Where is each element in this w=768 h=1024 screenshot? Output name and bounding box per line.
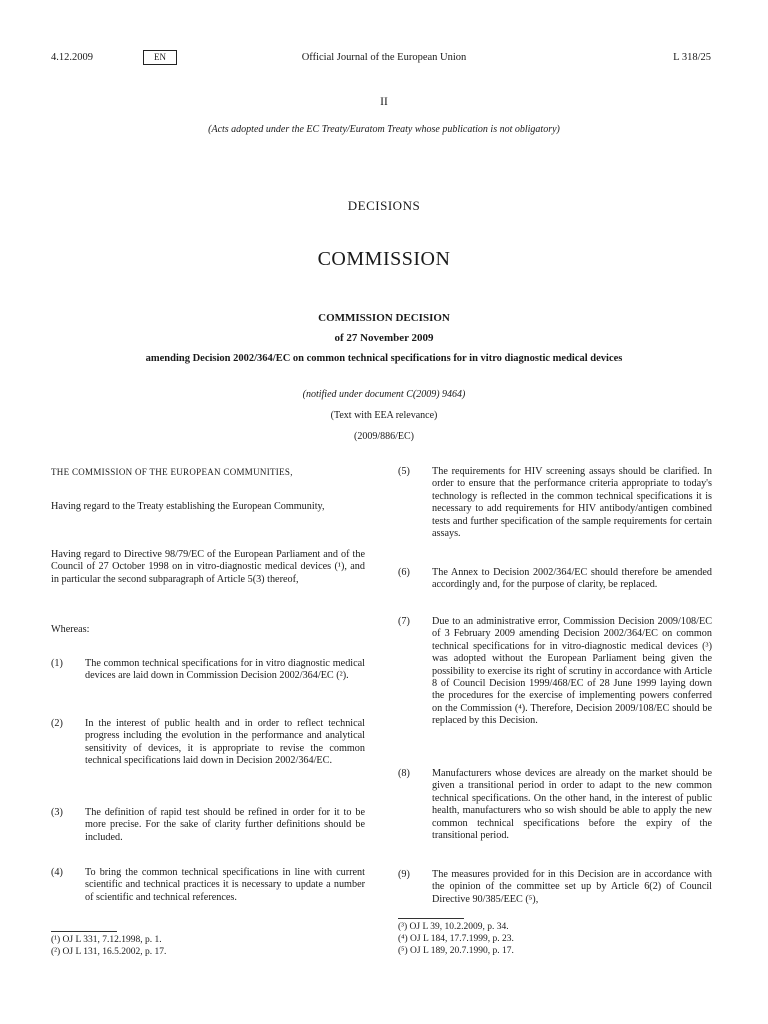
item-number: (7)	[398, 616, 410, 627]
decision-subject: amending Decision 2002/364/EC on common technical specifications for in vitro diagnostic medical devices	[145, 353, 623, 364]
paragraph: Having regard to the Treaty establishing the European Community,	[51, 501, 325, 512]
item-text: Manufacturers whose devices are already on the market should be given a transitional period in order to adapt to the new common technical specifications. On the other hand, in the interest of public health, manufacturers who so wish should be able to apply the new common technical specifications before the expiry of the transitional period.	[432, 768, 712, 842]
footnote: (³) OJ L 39, 10.2.2009, p. 34.	[398, 922, 509, 932]
item-number: (8)	[398, 768, 410, 779]
item-number: (1)	[51, 658, 63, 669]
decision-date: of 27 November 2009	[334, 332, 434, 344]
item-text: In the interest of public health and in order to reflect technical progress including the evolution in the performance and analytical sensitivity of devices, it is appropriate to revise the common technical specifications laid down in Decision 2002/364/EC.	[85, 718, 365, 767]
item-text: The definition of rapid test should be refined in order for it to be more precise. For the sake of clarity further definitions should be included.	[85, 807, 365, 843]
eea-relevance: (Text with EEA relevance)	[330, 410, 438, 421]
whereas-text: Whereas:	[51, 624, 90, 635]
footnote-divider	[51, 931, 117, 932]
section-title: DECISIONS	[347, 198, 421, 213]
recital-directive	[51, 549, 365, 586]
left-column	[51, 466, 365, 478]
footnote: (²) OJ L 131, 16.5.2002, p. 17.	[51, 947, 167, 957]
item-text: The common technical specifications for in vitro diagnostic medical devices are laid down in Commission Decision 2002/364/EC (²).	[85, 658, 365, 682]
paragraph: Having regard to Directive 98/79/EC of the European Parliament and of the Council of 27 October 1998 on in vitro-diagnostic medical devices (¹), and in particular the second subparagraph of Article 5(3) thereof,	[51, 549, 365, 585]
item-number: (2)	[51, 718, 63, 729]
notified-document: (notified under document C(2009) 9464)	[302, 389, 466, 400]
page-reference: L 318/25	[673, 52, 711, 63]
issue-date: 4.12.2009	[51, 52, 93, 63]
language-badge: EN	[143, 50, 177, 65]
footnote: (⁵) OJ L 189, 20.7.1990, p. 17.	[398, 946, 514, 956]
section-roman-numeral: II	[380, 96, 388, 108]
whereas-label	[51, 624, 365, 636]
item-text: Due to an administrative error, Commission Decision 2009/108/EC of 3 February 2009 amending Decision 2002/364/EC on common technical specifications for in vitro-diagnostic medical devices (³) was adopted without the European Parliament being given the possibility to exercise its right of scrutiny in accordance with Article 8 of Council Decision 1999/468/EC of 28 June 1999 laying down the procedures for the exercise of implementing powers conferred on the Commission (⁴). Therefore, Decision 2009/108/EC should be replaced by this Decision.	[432, 616, 712, 727]
footnote: (⁴) OJ L 184, 17.7.1999, p. 23.	[398, 934, 514, 944]
item-number: (9)	[398, 869, 410, 880]
acts-note: (Acts adopted under the EC Treaty/Euratom Treaty whose publication is not obligatory)	[208, 124, 560, 135]
item-text: The requirements for HIV screening assays should be clarified. In order to ensure that the performance criteria appropriate to today's technology is reflected in the common technical specifications it is necessary to add requirements for HIV antibody/antigen combined tests and further specification of the sample requirements for certain assays.	[432, 466, 712, 540]
decision-title: COMMISSION DECISION	[318, 312, 450, 324]
item-text: To bring the common technical specifications in line with current scientific and technical practices it is necessary to update a number of scientific and technical references.	[85, 867, 365, 903]
institution-heading: COMMISSION	[317, 248, 451, 270]
journal-title: Official Journal of the European Union	[301, 52, 467, 63]
decision-reference: (2009/886/EC)	[354, 431, 414, 442]
item-number: (3)	[51, 807, 63, 818]
item-text: The measures provided for in this Decision are in accordance with the opinion of the committee set up by Article 6(2) of Council Directive 90/385/EEC (⁵),	[432, 869, 712, 905]
item-text: The Annex to Decision 2002/364/EC should therefore be amended accordingly and, for the purpose of clarity, be replaced.	[432, 567, 712, 591]
footnote: (¹) OJ L 331, 7.12.1998, p. 1.	[51, 935, 162, 945]
item-number: (4)	[51, 867, 63, 878]
opening-formula: THE COMMISSION OF THE EUROPEAN COMMUNITIES,	[51, 467, 293, 477]
recital-treaty	[51, 501, 365, 513]
item-number: (5)	[398, 466, 410, 477]
item-number: (6)	[398, 567, 410, 578]
footnote-divider	[398, 918, 464, 919]
